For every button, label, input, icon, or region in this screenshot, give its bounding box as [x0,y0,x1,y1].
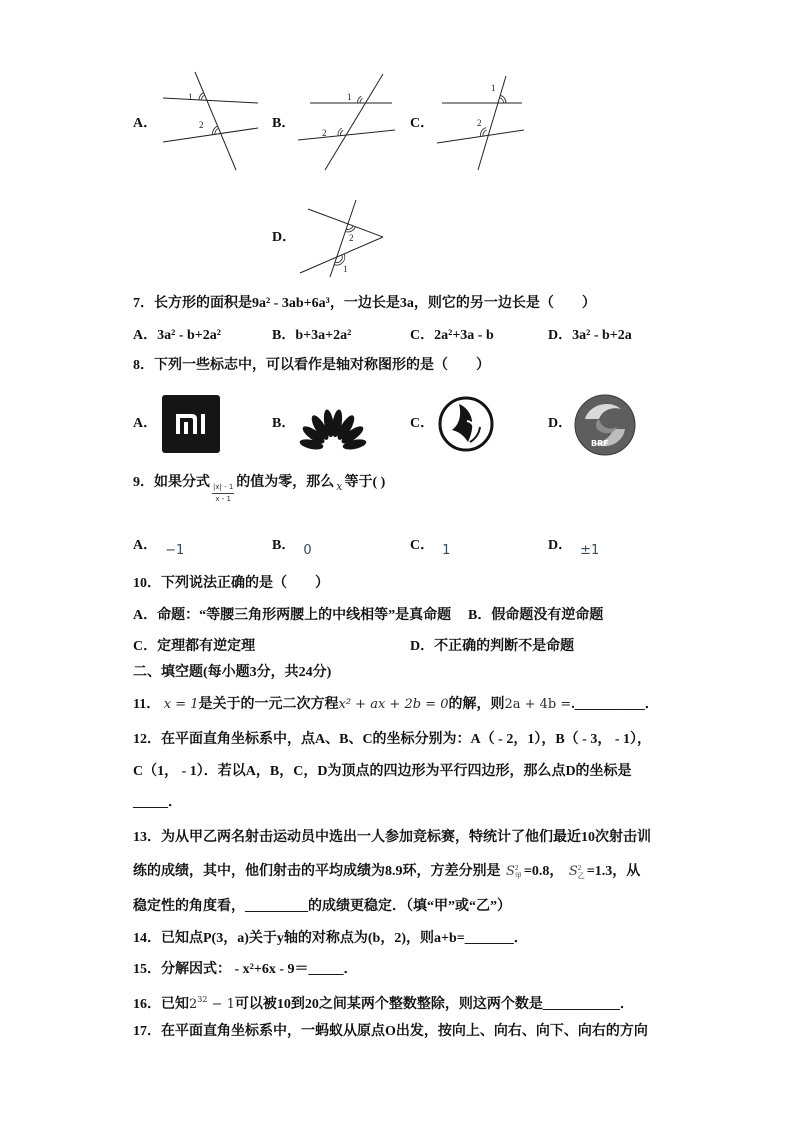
angle-arc [360,98,363,103]
variance-exponent: 2 [514,863,519,872]
option-label: D． [548,328,573,343]
option-label: C． [410,328,435,343]
variance-yi [569,863,585,881]
q7-option-c [410,327,494,345]
q6-figure-d [296,197,386,279]
variance-symbol: S [568,864,578,879]
option-label: A． [133,608,158,623]
q9-option-d [548,537,600,558]
q6-option-c-label: C． [410,116,435,131]
section-title: 二、填空题(每小题3分，共24分) [133,665,332,680]
variance-yi-value: =1.3 [586,864,613,879]
fraction-denominator: x - 1 [215,495,231,503]
brf-logo-text: BRF [591,439,609,448]
q8-option-d-label: D． [548,416,573,431]
xiaomi-logo [162,395,220,453]
option-label: D． [548,538,573,553]
q7-stem: 7．长方形的面积是9a² - 3ab+6a³，一边长是3a，则它的另一边长是（ ） [133,296,596,311]
q12-line-3: _____． [133,795,182,810]
variance-symbol: S [506,864,515,879]
huawei-logo [298,397,368,453]
q16-exponent: 32 [197,995,208,1004]
q8-option-c-label: C． [410,416,435,431]
q7-option-b [272,327,351,345]
q9-option-c [410,537,451,558]
option-text: 不正确的判断不是命题 [434,639,575,654]
angle-label-1: 1 [188,92,193,102]
option-label: B． [468,608,492,623]
q13-line-2-before: 练的成绩，其中，他们射击的平均成绩为8.9环，方差分别是 [133,864,501,879]
q11-condition: x = 1 [163,697,199,712]
angle-label-2: 2 [349,233,354,243]
q10-option-d [410,638,574,656]
q8-stem: 8．下列一些标志中，可以看作是轴对称图形的是（ ） [133,358,490,373]
q15: 15．分解因式： - x²+6x - 9＝_____． [133,962,358,977]
option-label: A． [133,538,158,553]
angle-label-1: 1 [343,264,348,274]
q8-option-b-label: B． [272,416,296,431]
q10-option-a [133,607,451,625]
q11-text-2: 的解，则 [448,697,505,712]
angle-label-2: 2 [199,120,204,130]
q9-option-a [133,537,185,558]
q16-after: 可以被10到20之间某两个整数整除，则这两个数是___________． [234,997,634,1012]
circle-emblem-logo [437,395,495,453]
q10-stem: 10．下列说法正确的是（ ） [133,576,329,591]
variance-jia [506,863,522,881]
q9-option-b [272,537,312,558]
angle-label-1: 1 [347,92,352,102]
option-text: 3a² - b+2a² [157,328,221,343]
q13-line-2 [133,863,640,881]
brf-logo [573,393,637,457]
variance-jia-value: =0.8， [523,864,564,879]
q14: 14．已知点P(3，a)关于y轴的对称点为(b，2)，则a+b=_______． [133,931,528,946]
q11 [133,696,659,714]
option-text: 定理都有逆定理 [157,639,256,654]
q13-line-3: 稳定性的角度看，_________的成绩更稳定．（填“甲”或“乙”） [133,899,511,914]
option-label: C． [133,639,158,654]
variance-subscript: 甲 [514,871,522,880]
q9-stem-before: 9．如果分式 [133,475,210,490]
q6-figure-b [295,70,400,175]
option-text: 2a²+3a - b [434,328,494,343]
option-text: b+3a+2a² [295,328,352,343]
option-value: 1 [442,543,451,558]
option-label: D． [410,639,435,654]
q9-stem [133,474,386,503]
option-value: 0 [303,543,312,558]
q6-figure-a [158,70,263,175]
fraction [212,483,234,504]
option-value: ±1 [580,543,600,558]
q11-blank: .__________． [571,697,659,712]
line-bottom [163,128,258,142]
q12-line-1: 12．在平面直角坐标系中，点A、B、C的坐标分别为：A（ - 2，1），B（ - 3， - 1）， [133,732,651,747]
q10-option-c [133,638,255,656]
angle-label-2: 2 [477,118,482,128]
fraction-numerator: |x| - 1 [212,483,234,494]
q6-option-b-label: B． [272,116,296,131]
q10-option-b [468,607,603,625]
q11-text-1: 是关于的一元二次方程 [198,697,339,712]
option-text: 3a² - b+2a [572,328,632,343]
q7-option-a [133,327,221,345]
option-text: 命题：“等腰三角形两腰上的中线相等”是真命题 [157,608,452,623]
q6-figure-c [434,70,529,175]
option-label: B． [272,328,296,343]
q6-option-a-label: A． [133,116,158,131]
q11-number: 11． [133,697,161,712]
q11-expression: 2a + 4b = [504,697,572,712]
q16 [133,991,634,1014]
option-label: A． [133,328,158,343]
angle-label-1: 1 [491,83,496,93]
q13-line-2-after: ，从 [612,864,641,879]
angle-arc [202,95,206,100]
variance-exponent: 2 [577,863,582,872]
q9-stem-after: 等于( ) [344,475,386,490]
option-label: C． [410,538,435,553]
q12-line-2: C（1， - 1）．若以A，B，C，D为顶点的四边形为平行四边形，那么点D的坐标是 [133,764,632,779]
option-value: −1 [165,543,185,558]
q6-option-d-label: D． [272,230,297,245]
q17: 17．在平面直角坐标系中，一蚂蚁从原点O出发，按向上、向右、向下、向右的方向 [133,1024,648,1039]
variance-subscript: 乙 [577,871,585,880]
line-upper [308,209,383,237]
q16-minus: − 1 [207,997,235,1012]
q9-stem-middle: 的值为零，那么 [236,475,335,490]
parallel-line-top [163,98,258,103]
q11-equation: x² + ax + 2b = 0 [338,697,449,712]
q16-before: 16．已知 [133,997,189,1012]
q13-line-1: 13．为从甲乙两名射击运动员中选出一人参加竞标赛，特统计了他们最近10次射击训 [133,830,651,845]
variable-x: x [336,480,343,493]
option-text: 假命题没有逆命题 [491,608,604,623]
q8-option-a-label: A． [133,416,158,431]
transversal-line [325,74,383,170]
angle-arc [340,130,343,135]
q16-base: 2 [189,997,198,1012]
option-label: B． [272,538,296,553]
q7-option-d [548,327,632,345]
angle-label-2: 2 [322,128,327,138]
angle-arc [500,98,504,103]
